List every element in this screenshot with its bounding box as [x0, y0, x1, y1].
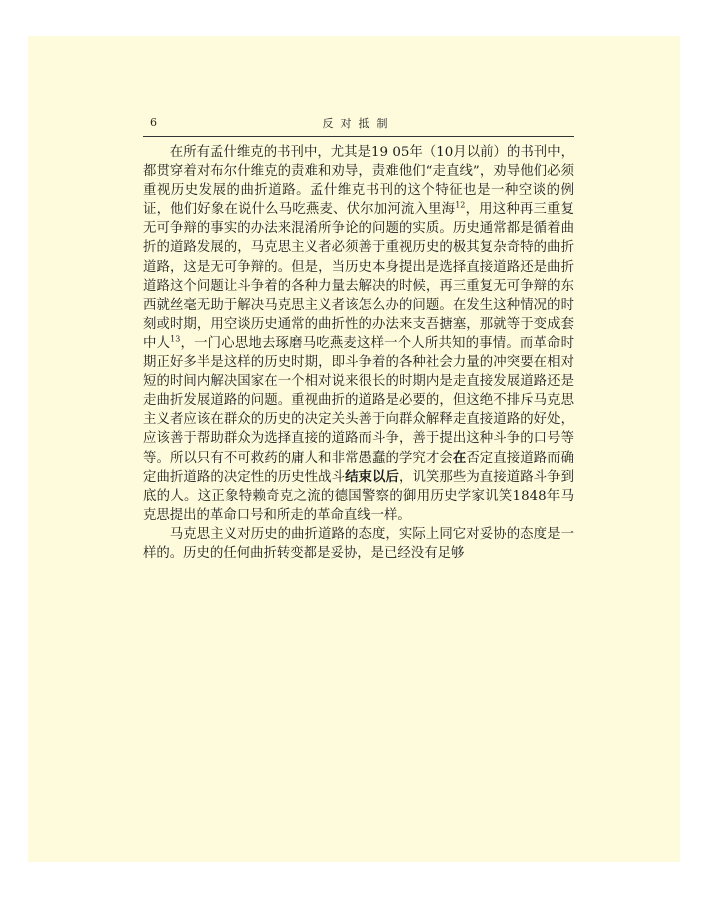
- emphasis-jieshu-yihou: 结束以后: [345, 468, 399, 485]
- emphasis-zai: 在: [452, 449, 467, 466]
- page-header: [143, 114, 574, 137]
- body-text: [143, 143, 574, 563]
- paragraph-1-part-2: ，用这种再三重复无可争辩的事实的办法来混淆所争论的问题的实质。历史通常都是循着曲折的道路发展的，马克思主义者必须善于重视历史的极其复杂奇特的曲折道路，这是无可争辩的。但是，当历史本身提出是选择直接道路还是曲折道路这个问题让斗争着的各种力量去解决的时候，再三重复无可争辩的东西就丝毫无助于解决马克思主义者该怎么办的问题。在发生这种情况的时刻或时期，用空谈历史通常的曲折性的办法来支吾搪塞，那就等于变成套中人: [143, 202, 575, 351]
- paragraph-1-part-3: ，一门心思地去琢磨马吃燕麦这样一个人所共知的事情。而革命时期正好多半是这样的历史时期，即斗争着的各种社会力量的冲突要在相对短的时间内解决国家在一个相对说来很长的时期内是走直接发展道路还是走曲折发展道路的问题。重视曲折的道路是必要的，但这绝不排斥马克思主义者应该在群众的历史的决定关头善于向群众解释走直接道路的好处，应该善于帮助群众为选择直接的道路而斗争，善于提出这种斗争的口号等等。所以只有不可救药的庸人和非常愚蠢的学究才会: [143, 335, 575, 466]
- footnote-ref-13[interactable]: 13: [170, 334, 181, 344]
- paragraph-1-part-1: 在所有孟什维克的书刊中，尤其是19 05年（10月以前）的书刊中，都贯穿着对布尔什维克的责难和劝导，责难他们“走直线”，劝导他们必须重视历史发展的曲折道路。孟什维克书刊的这个特征也是一种空谈的例证，他们好象在说什么马吃燕麦、伏尔加河流入里海: [143, 145, 574, 218]
- paragraph-2: 马克思主义对历史的曲折道路的态度，实际上同它对妥协的态度是一样的。历史的任何曲折转变都是妥协，是已经没有足够: [143, 526, 574, 561]
- running-title: 反对抵制: [322, 117, 395, 130]
- page-number: 6: [150, 116, 157, 129]
- footnote-ref-12[interactable]: 12: [455, 200, 466, 210]
- paragraph-1-part-5: ，讥笑那些为直接道路斗争到底的人。这正象特赖奇克之流的德国警察的御用历史学家讥笑1848年马克思提出的革命口号和所走的革命直线一样。: [143, 469, 575, 523]
- paragraph-1: [143, 143, 574, 525]
- paragraph-1-part-4: 否定直接道路而确定曲折道路的决定性的历史性战斗: [143, 450, 575, 485]
